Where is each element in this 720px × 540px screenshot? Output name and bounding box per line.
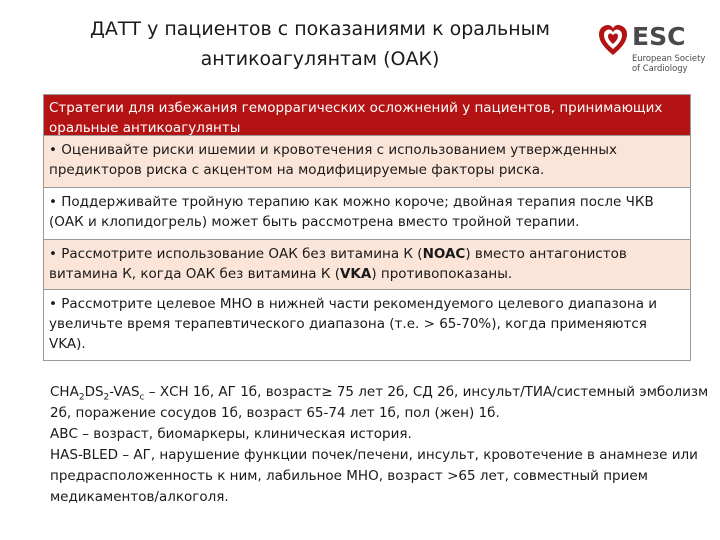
- table-row: • Оценивайте риски ишемии и кровотечения с использованием утвержденных предикторов риска с акцентом на модифицируемые факторы риска.: [44, 136, 690, 188]
- table-row: [44, 240, 690, 290]
- subscript: 2: [103, 392, 110, 403]
- table-header: Стратегии для избежания геморрагических осложнений у пациентов, принимающих оральные антикоагулянты: [44, 95, 690, 136]
- note-text: DS: [84, 384, 104, 400]
- score-notes: [50, 382, 710, 508]
- note-text: – ХСН 1б, АГ 1б, возраст≥ 75 лет 2б, СД 2б, инсульт/ТИА/системный эмболизм 2б, поражение сосудов 1б, возраст 65-74 лет 1б, пол (жен) 1б.: [50, 384, 709, 421]
- note-text: CHA: [50, 384, 79, 400]
- noac-term: NOAC: [422, 246, 466, 262]
- table-row: • Поддерживайте тройную терапию как можно короче; двойная терапия после ЧКВ (ОАК и клопидогрель) может быть рассмотрена вместо тройной терапии.: [44, 188, 690, 240]
- strategy-table: [43, 94, 691, 361]
- abc-note: АВС – возраст, биомаркеры, клиническая история.: [50, 426, 412, 442]
- logo-full-name: [632, 54, 705, 73]
- logo-line-1: European Society: [632, 53, 706, 63]
- title-line-1: ДАТТ у пациентов с показаниями к оральным: [89, 18, 551, 40]
- row-text: • Рассмотрите использование ОАК без витамина К (: [49, 246, 423, 262]
- title-line-2: антикоагулянтам (ОАК): [200, 48, 440, 70]
- note-text: -VAS: [109, 384, 140, 400]
- has-bled-note: HAS-BLED – АГ, нарушение функции почек/печени, инсульт, кровотечение в анамнезе или предрасположенность к ним, лабильное МНО, возраст >65 лет, совместный прием медикаментов/алкоголя.: [50, 447, 698, 505]
- slide-title: [40, 14, 600, 74]
- vka-term: VKA: [339, 266, 372, 282]
- heart-logo-icon: [598, 24, 628, 58]
- row-text: ) вместо антагонистов витамина К, когда ОАК без витамина К (: [49, 246, 627, 282]
- table-row: • Рассмотрите целевое МНО в нижней части рекомендуемого целевого диапазона и увеличьте время терапевтического диапазона (т.е. > 65-70%), когда применяются VKA).: [44, 290, 690, 361]
- row-text: ) противопоказаны.: [371, 266, 513, 282]
- subscript: 2: [78, 392, 85, 403]
- esc-logo: [598, 22, 710, 78]
- subscript: c: [139, 392, 145, 403]
- logo-abbreviation: ESC: [632, 22, 686, 51]
- cha2ds2-vasc-note: [50, 382, 710, 424]
- logo-line-2: of Cardiology: [632, 62, 688, 73]
